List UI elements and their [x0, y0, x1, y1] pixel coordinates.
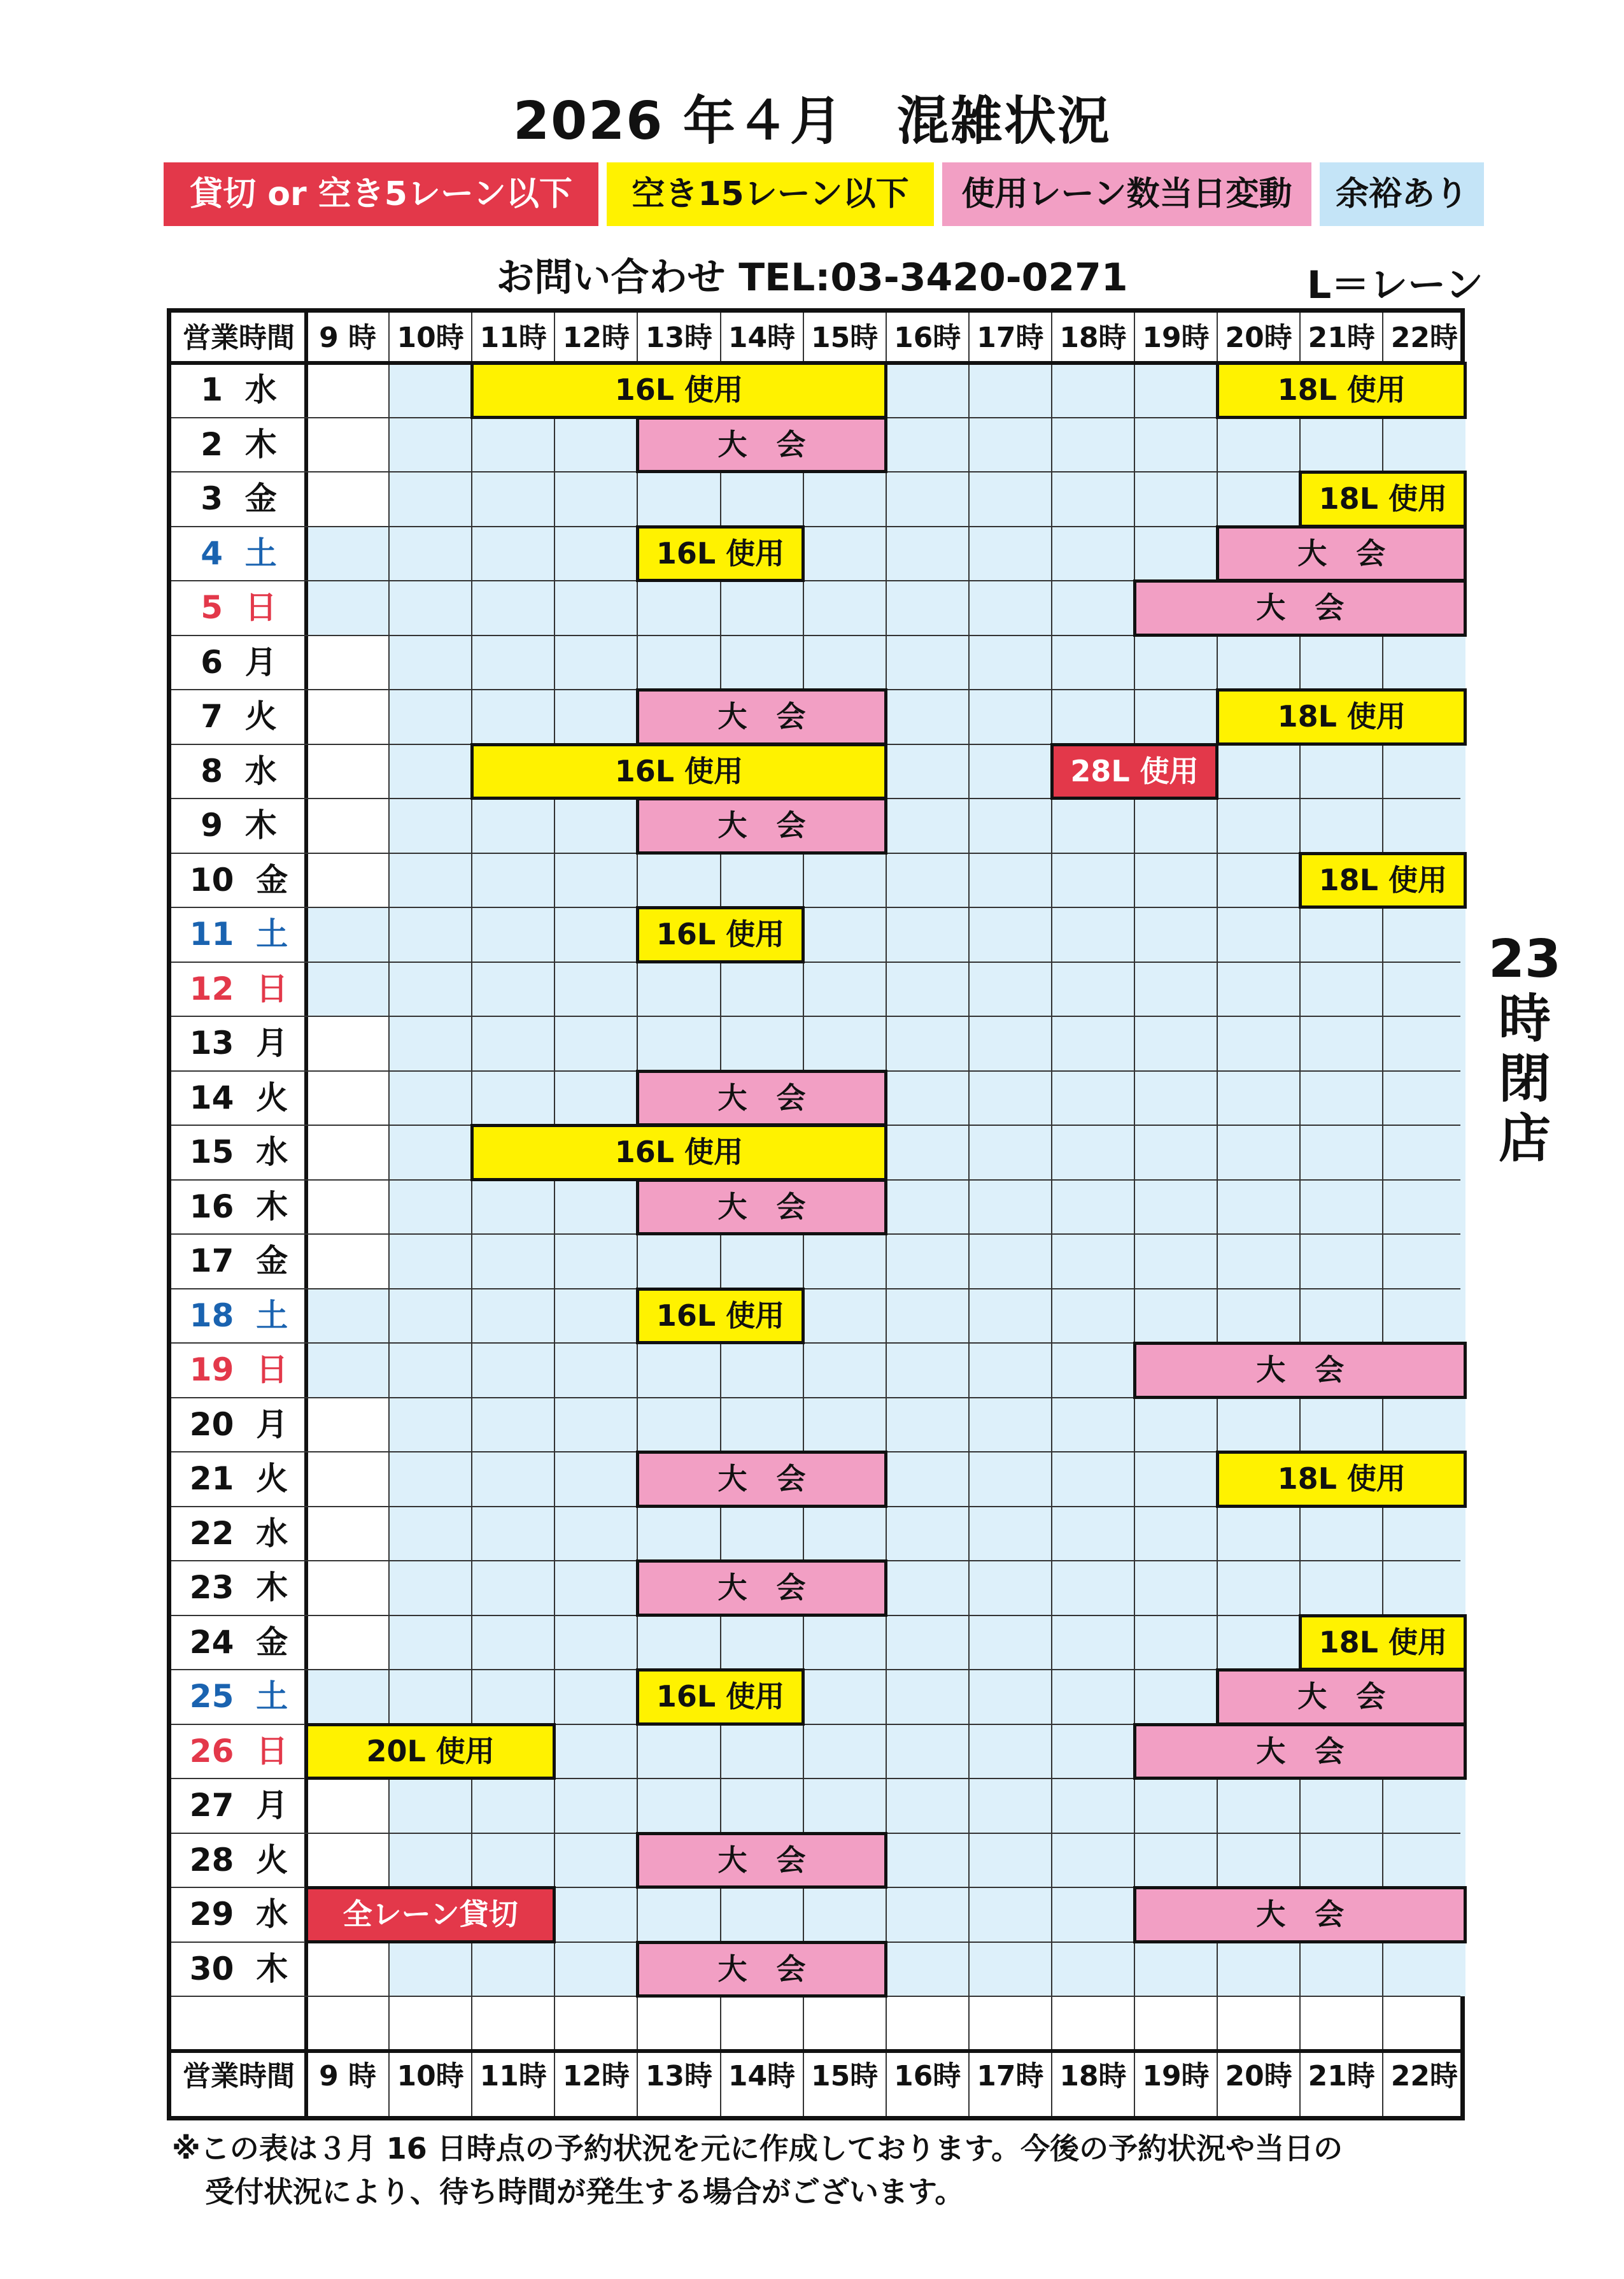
- day-label-13: 13 月: [189, 1025, 288, 1061]
- closing-char: 23: [1488, 929, 1562, 990]
- header-hour-9: 9 時: [319, 322, 377, 354]
- booking-bar: 18L 使用: [1216, 362, 1467, 419]
- footer-hour-9: 9 時: [319, 2059, 377, 2092]
- footnote: [172, 2127, 1477, 2213]
- footer-hour-21: 21時: [1308, 2059, 1375, 2092]
- header-hour-11: 11時: [479, 322, 547, 354]
- availability-band: [389, 1071, 1465, 1126]
- day-label-12: 12 日: [189, 970, 288, 1007]
- day-label-16: 16 木: [189, 1188, 288, 1225]
- availability-band: [389, 1561, 1465, 1615]
- availability-band: [389, 799, 1465, 853]
- day-label-9: 9 木: [201, 807, 277, 844]
- day-label-30: 30 木: [189, 1950, 288, 1987]
- schedule-grid: [167, 308, 1465, 2120]
- booking-bar: 大 会: [636, 1179, 887, 1236]
- footer-hour-16: 16時: [894, 2059, 961, 2092]
- booking-bar: 18L 使用: [1299, 471, 1467, 528]
- booking-bar: 18L 使用: [1216, 688, 1467, 746]
- header-hour-16: 16時: [894, 322, 961, 354]
- booking-bar: 全レーン貸切: [305, 1886, 556, 1943]
- day-label-11: 11 土: [189, 916, 288, 953]
- booking-bar: 16L 使用: [470, 362, 887, 419]
- booking-bar: 大 会: [636, 1451, 887, 1508]
- day-label-1: 1 水: [201, 371, 277, 408]
- lane-abbrev-note: L＝レーン: [1306, 263, 1483, 308]
- header-hour-22: 22時: [1390, 322, 1458, 354]
- header-hour-12: 12時: [562, 322, 630, 354]
- booking-bar: 大 会: [1133, 1723, 1467, 1780]
- availability-band: [389, 635, 1465, 690]
- footer-hour-11: 11時: [479, 2059, 547, 2092]
- closing-char: 時: [1498, 989, 1551, 1049]
- booking-bar: 18L 使用: [1299, 1614, 1467, 1672]
- header-hour-19: 19時: [1142, 322, 1210, 354]
- day-label-17: 17 金: [189, 1242, 288, 1279]
- header-hour-17: 17時: [977, 322, 1044, 354]
- day-label-22: 22 水: [189, 1514, 288, 1552]
- header-hour-10: 10時: [397, 322, 464, 354]
- day-label-27: 27 月: [189, 1787, 288, 1824]
- day-label-25: 25 土: [189, 1678, 288, 1715]
- day-label-24: 24 金: [189, 1623, 288, 1661]
- booking-bar: 16L 使用: [470, 743, 887, 800]
- booking-bar: 大 会: [636, 797, 887, 855]
- grid-hline: [171, 1016, 1460, 1017]
- availability-band: [389, 1507, 1465, 1561]
- availability-band: [389, 1180, 1465, 1235]
- closing-char: 閉: [1498, 1049, 1551, 1109]
- grid-vline: [1051, 313, 1052, 2116]
- header-hour-18: 18時: [1059, 322, 1127, 354]
- header-hour-21: 21時: [1308, 322, 1375, 354]
- grid-hline: [171, 907, 1460, 908]
- day-label-26: 26 日: [189, 1732, 288, 1770]
- footer-hour-19: 19時: [1142, 2059, 1210, 2092]
- booking-bar: 大 会: [1133, 579, 1467, 637]
- grid-vline: [968, 313, 970, 2116]
- day-label-29: 29 水: [189, 1896, 288, 1933]
- footer-hour-12: 12時: [562, 2059, 630, 2092]
- day-label-21: 21 火: [189, 1460, 288, 1497]
- booking-bar: 18L 使用: [1299, 852, 1467, 909]
- header-hour-20: 20時: [1225, 322, 1292, 354]
- booking-bar: 16L 使用: [636, 1288, 804, 1345]
- day-label-20: 20 月: [189, 1405, 288, 1443]
- day-label-2: 2 木: [201, 425, 277, 463]
- availability-band: [389, 1833, 1465, 1888]
- day-label-6: 6 月: [201, 643, 277, 681]
- booking-bar: 大 会: [1216, 1668, 1467, 1726]
- footer-hour-13: 13時: [645, 2059, 713, 2092]
- closing-time-note: [1486, 930, 1563, 1169]
- day-label-19: 19 日: [189, 1351, 288, 1388]
- legend-pink: 使用レーン数当日変動: [942, 162, 1311, 226]
- header-hour-14: 14時: [728, 322, 796, 354]
- day-label-14: 14 火: [189, 1079, 288, 1116]
- availability-band: [389, 418, 1465, 472]
- booking-bar: 大 会: [636, 1070, 887, 1127]
- day-label-18: 18 土: [189, 1296, 288, 1334]
- booking-bar: 20L 使用: [305, 1723, 556, 1780]
- grid-vline: [388, 313, 390, 2116]
- closing-char: 店: [1498, 1109, 1551, 1169]
- booking-bar: 16L 使用: [636, 1668, 804, 1726]
- header-hour-13: 13時: [645, 322, 713, 354]
- booking-bar: 大 会: [1133, 1886, 1467, 1943]
- day-label-4: 4 土: [201, 534, 277, 572]
- booking-bar: 大 会: [636, 416, 887, 474]
- grid-vline: [471, 313, 472, 2116]
- grid-vline: [554, 313, 555, 2116]
- booking-bar: 大 会: [636, 1941, 887, 1998]
- booking-bar: 16L 使用: [636, 906, 804, 963]
- grid-hline: [171, 962, 1460, 963]
- footer-hour-17: 17時: [977, 2059, 1044, 2092]
- header-hour-15: 15時: [811, 322, 879, 354]
- booking-bar: 18L 使用: [1216, 1451, 1467, 1508]
- day-label-10: 10 金: [189, 861, 288, 898]
- day-label-5: 5 日: [201, 589, 277, 626]
- footnote-line-1: ※この表は３月 16 日時点の予約状況を元に作成しております。今後の予約状況や当日の: [172, 2131, 1343, 2166]
- availability-band: [389, 1234, 1465, 1289]
- footer-hour-10: 10時: [397, 2059, 464, 2092]
- grid-vline-label-divider: [304, 313, 308, 2116]
- day-label-7: 7 火: [201, 698, 277, 735]
- legend-blue: 余裕あり: [1320, 162, 1484, 226]
- day-label-3: 3 金: [201, 480, 277, 517]
- footer-hour-22: 22時: [1390, 2059, 1458, 2092]
- grid-hline: [171, 1288, 1460, 1289]
- booking-bar: 16L 使用: [636, 525, 804, 583]
- availability-band: [389, 1398, 1465, 1452]
- booking-bar: 大 会: [1216, 525, 1467, 583]
- page-title: 2026 年４月 混雑状況: [513, 91, 1111, 152]
- footer-hour-15: 15時: [811, 2059, 879, 2092]
- booking-bar: 大 会: [636, 1832, 887, 1889]
- availability-band: [389, 1942, 1465, 1997]
- footer-hours-label: 営業時間: [183, 2059, 295, 2092]
- day-label-15: 15 水: [189, 1133, 288, 1170]
- booking-bar: 16L 使用: [470, 1124, 887, 1181]
- booking-bar: 28L 使用: [1050, 743, 1218, 800]
- footer-hour-18: 18時: [1059, 2059, 1127, 2092]
- header-hours-label: 営業時間: [183, 322, 295, 354]
- footer-hour-20: 20時: [1225, 2059, 1292, 2092]
- day-label-28: 28 火: [189, 1841, 288, 1878]
- booking-bar: 大 会: [636, 688, 887, 746]
- availability-band: [389, 1778, 1465, 1833]
- footnote-line-2: 受付状況により、待ち時間が発生する場合がございます。: [205, 2175, 964, 2209]
- contact-phone: お問い合わせ TEL:03-3420-0271: [496, 255, 1128, 300]
- grid-hline-footer: [171, 2049, 1460, 2053]
- legend-yellow: 空き15レーン以下: [607, 162, 934, 226]
- legend-red: 貸切 or 空き5レーン以下: [164, 162, 598, 226]
- day-label-8: 8 水: [201, 752, 277, 790]
- booking-bar: 大 会: [636, 1559, 887, 1617]
- booking-bar: 大 会: [1133, 1342, 1467, 1399]
- day-label-23: 23 木: [189, 1569, 288, 1606]
- availability-band: [389, 1016, 1465, 1071]
- footer-hour-14: 14時: [728, 2059, 796, 2092]
